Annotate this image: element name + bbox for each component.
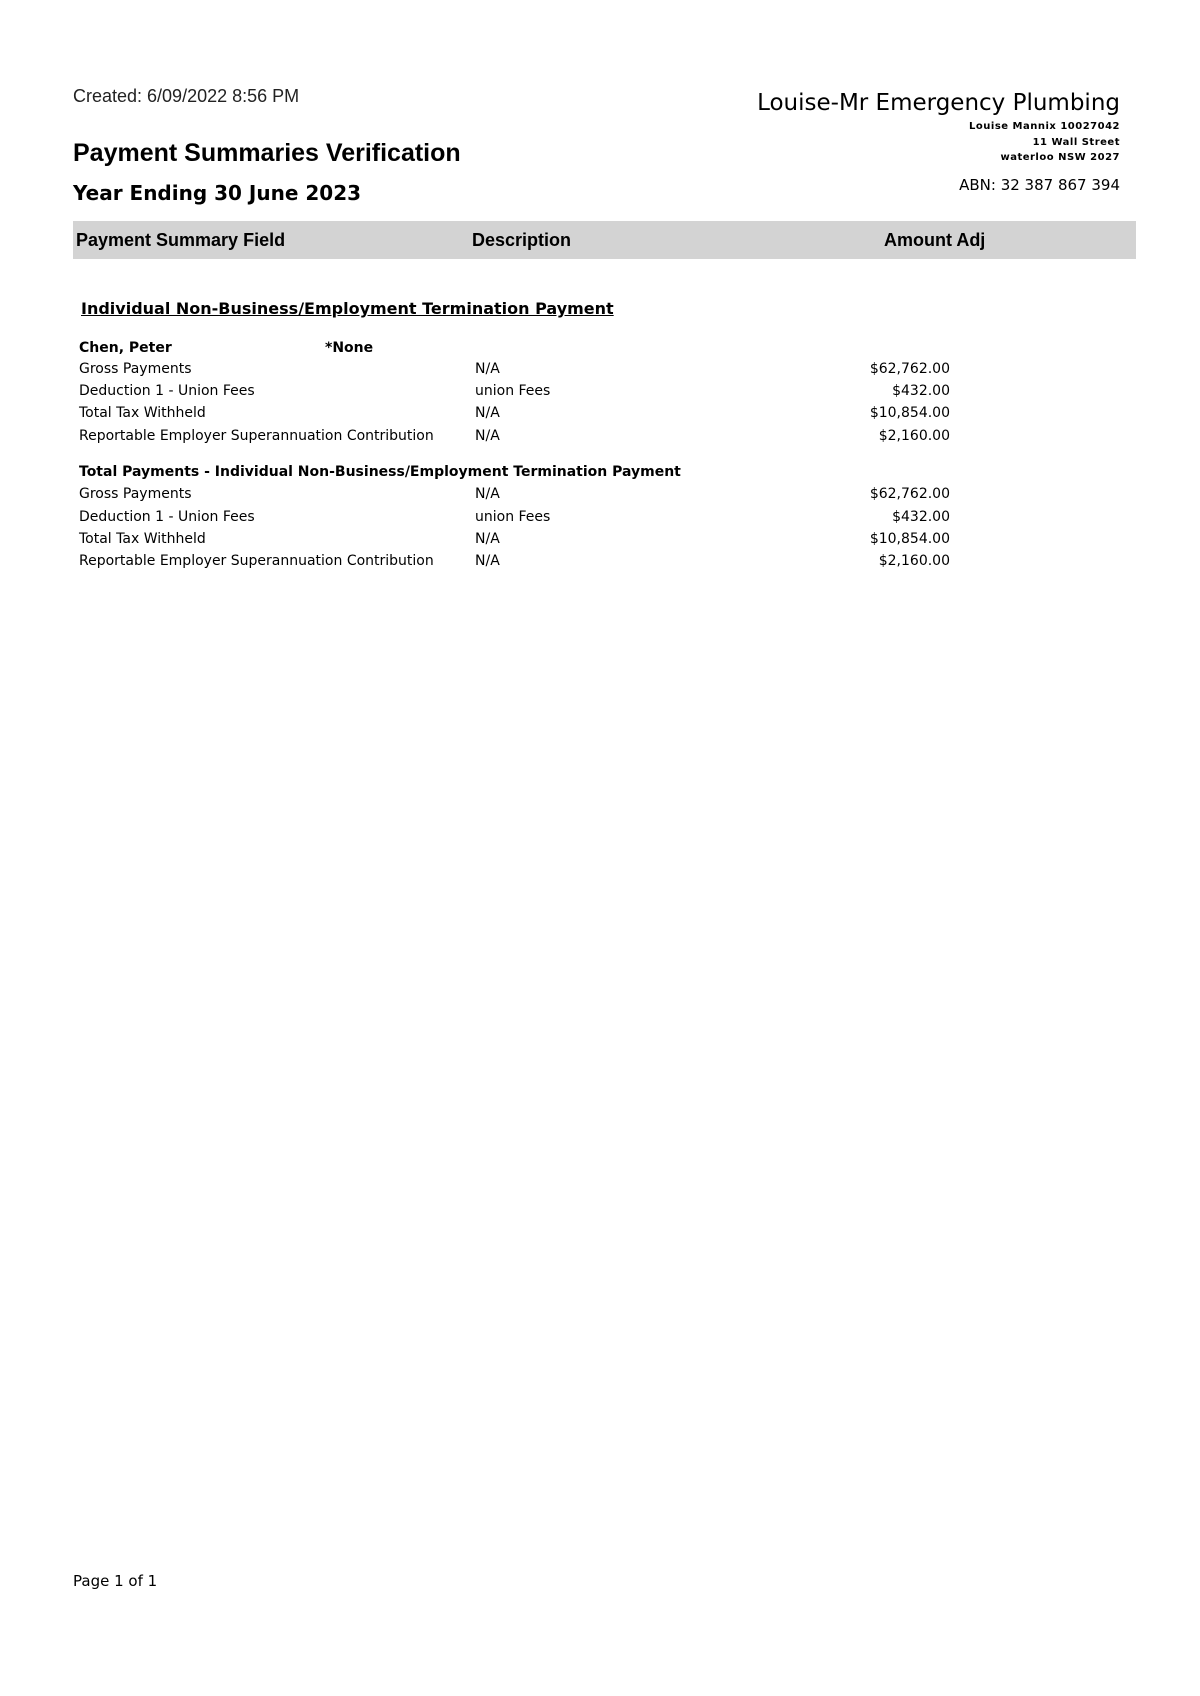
field: Deduction 1 - Union Fees: [79, 509, 255, 525]
table-header: [73, 221, 1136, 259]
company-name: Louise-Mr Emergency Plumbing: [757, 90, 1120, 116]
column-header-field: Payment Summary Field: [76, 230, 286, 250]
field: Reportable Employer Superannuation Contribution: [79, 428, 434, 444]
column-header-description: Description: [472, 230, 572, 250]
company-address-line: 11 Wall Street: [1032, 137, 1120, 148]
description: N/A: [475, 405, 500, 421]
amount: $432.00: [892, 383, 950, 399]
amount: $10,854.00: [869, 405, 950, 421]
description: N/A: [475, 531, 500, 547]
amount: $432.00: [892, 509, 950, 525]
description: N/A: [475, 553, 500, 569]
field: Gross Payments: [79, 486, 192, 502]
created-timestamp: Created: 6/09/2022 8:56 PM: [73, 86, 300, 106]
totals-row: [79, 486, 950, 506]
company-address-line: Louise Mannix 10027042: [969, 121, 1120, 132]
amount: $2,160.00: [878, 553, 950, 569]
year-ending: Year Ending 30 June 2023: [73, 181, 362, 205]
field: Gross Payments: [79, 361, 192, 377]
amount: $62,762.00: [869, 486, 950, 502]
field: Total Tax Withheld: [79, 531, 206, 547]
description: union Fees: [475, 509, 551, 525]
employee-row: [79, 340, 950, 360]
description: N/A: [475, 428, 500, 444]
totals-row: [79, 509, 950, 529]
amount: $10,854.00: [869, 531, 950, 547]
totals-row: [79, 531, 950, 551]
totals-row: [79, 553, 950, 573]
table-row: [79, 405, 950, 425]
section-title: Individual Non-Business/Employment Termination Payment: [81, 299, 614, 318]
employee-name: Chen, Peter: [79, 340, 172, 356]
description: N/A: [475, 361, 500, 377]
field: Total Tax Withheld: [79, 405, 206, 421]
amount: $62,762.00: [869, 361, 950, 377]
page-number: Page 1 of 1: [73, 1572, 158, 1590]
description: union Fees: [475, 383, 551, 399]
field: Deduction 1 - Union Fees: [79, 383, 255, 399]
table-row: [79, 361, 950, 381]
company-abn: ABN: 32 387 867 394: [959, 176, 1120, 194]
column-header-amount: Amount Adj: [884, 230, 986, 250]
company-address-line: waterloo NSW 2027: [1000, 152, 1120, 163]
description: N/A: [475, 486, 500, 502]
field: Reportable Employer Superannuation Contribution: [79, 553, 434, 569]
totals-title-text: Total Payments - Individual Non-Business/Employment Termination Payment: [79, 464, 681, 480]
table-row: [79, 428, 950, 448]
totals-title: [79, 464, 950, 484]
employee-code: *None: [325, 340, 374, 356]
report-title: Payment Summaries Verification: [73, 139, 461, 167]
table-row: [79, 383, 950, 403]
amount: $2,160.00: [878, 428, 950, 444]
